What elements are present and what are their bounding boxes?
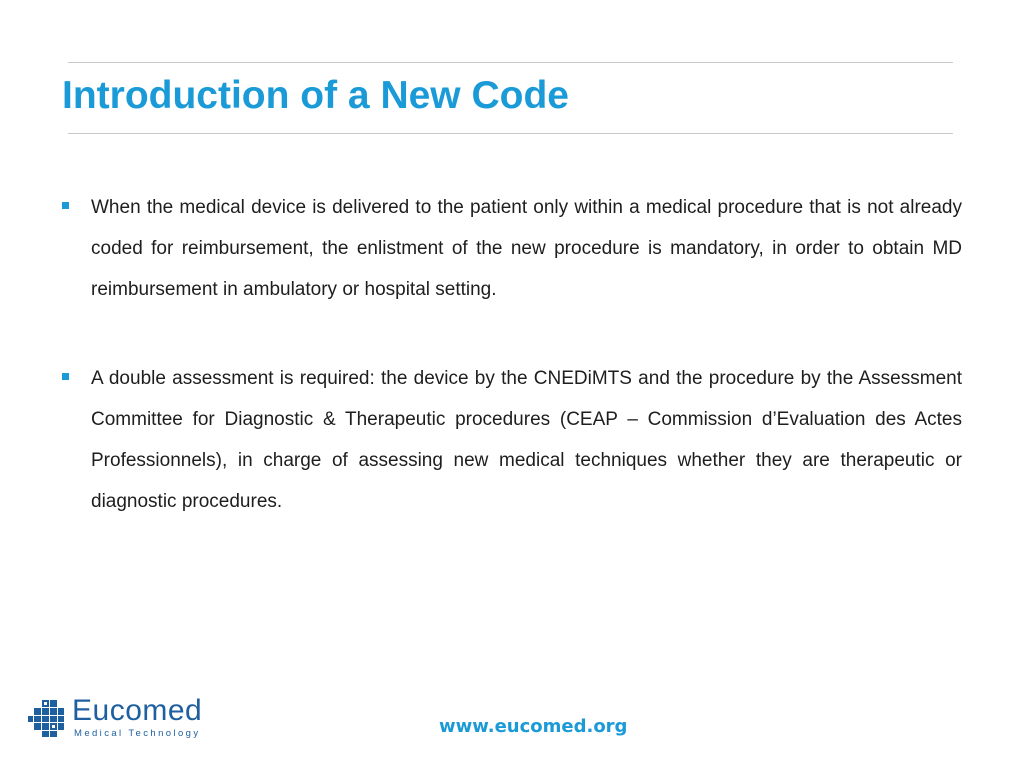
slide-title: Introduction of a New Code [62, 74, 569, 117]
eucomed-logo [28, 694, 218, 743]
bullet-text: A double assessment is required: the device by the CNEDiMTS and the procedure by the Assessment Committee for Diagnostic & Therapeutic procedures (CEAP – Commission d’Evaluation des Actes Professionnels), in charge of assessing new medical techniques whether they are therapeutic or diagnostic procedures. [91, 368, 962, 512]
title-top-rule [68, 62, 953, 63]
bullet-item [62, 187, 962, 310]
bullet-text: When the medical device is delivered to the patient only within a medical procedure that is not already coded for reimbursement, the enlistment of the new procedure is mandatory, in order to obtain MD reimbursement in ambulatory or hospital setting. [91, 197, 962, 300]
title-bottom-rule [68, 133, 953, 134]
square-bullet-icon [62, 202, 69, 209]
bullet-list [62, 187, 962, 570]
logo-wordmark: Eucomed [72, 694, 203, 727]
eucomed-logo-icon [28, 699, 64, 737]
bullet-item [62, 358, 962, 522]
logo-tagline: Medical Technology [74, 728, 201, 739]
square-bullet-icon [62, 373, 69, 380]
website-link[interactable]: www.eucomed.org [439, 716, 628, 737]
